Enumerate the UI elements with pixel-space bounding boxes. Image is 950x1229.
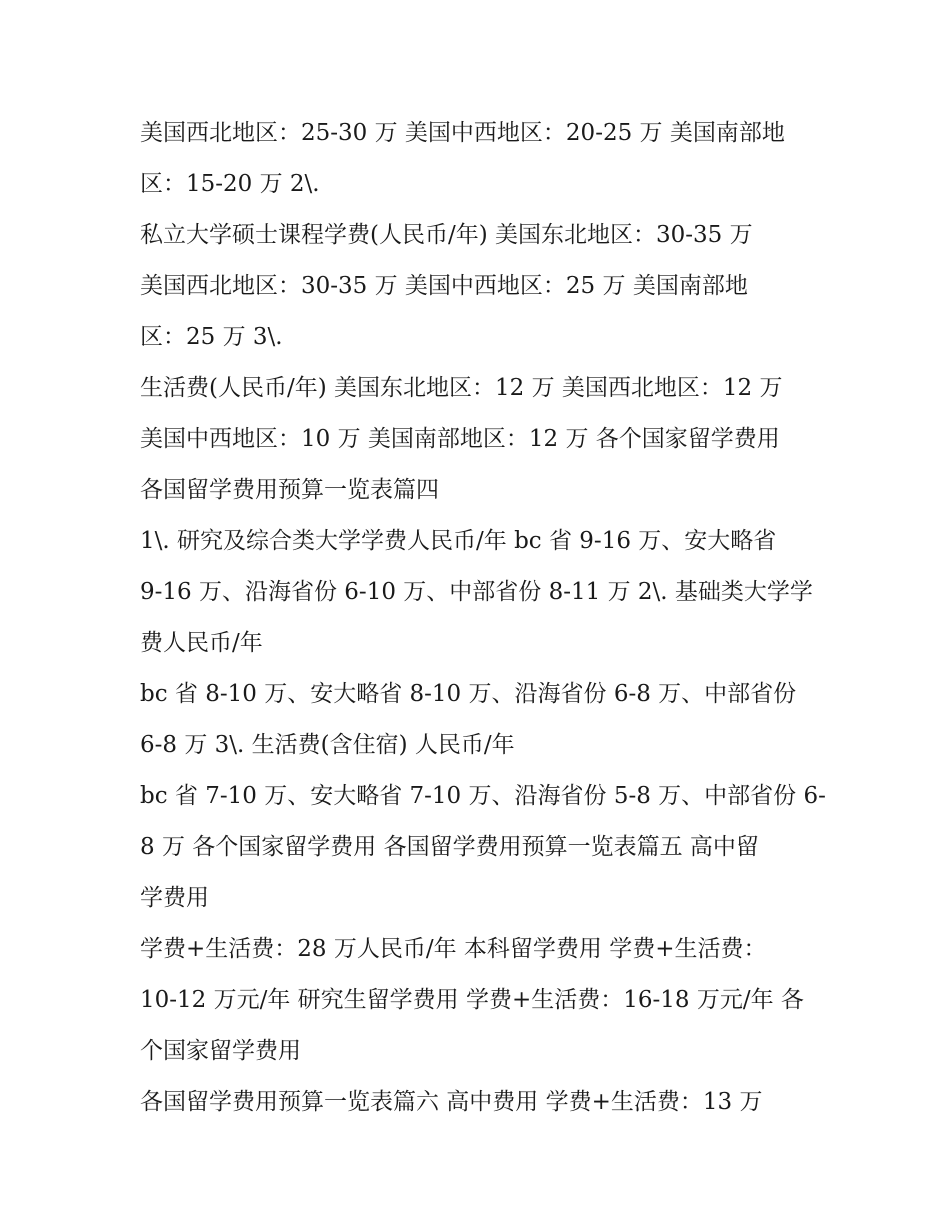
document-body	[140, 108, 826, 1128]
text-line: 6-8 万 3\. 生活费(含住宿) 人民币/年	[140, 732, 515, 758]
text-line: 9-16 万、沿海省份 6-10 万、中部省份 8-11 万 2\. 基础类大学学	[140, 579, 813, 605]
text-line: 美国西北地区：30-35 万 美国中西地区：25 万 美国南部地	[140, 273, 748, 299]
text-line: 各国留学费用预算一览表篇六 高中费用 学费+生活费：13 万	[140, 1089, 763, 1115]
text-line: 区：15-20 万 2\.	[140, 171, 320, 197]
text-line: 美国中西地区：10 万 美国南部地区：12 万 各个国家留学费用	[140, 426, 780, 452]
text-line: bc 省 7-10 万、安大略省 7-10 万、沿海省份 5-8 万、中部省份 6-	[140, 783, 826, 809]
text-line: 8 万 各个国家留学费用 各国留学费用预算一览表篇五 高中留	[140, 834, 759, 860]
text-line: bc 省 8-10 万、安大略省 8-10 万、沿海省份 6-8 万、中部省份	[140, 681, 797, 707]
text-line: 1\. 研究及综合类大学学费人民币/年 bc 省 9-16 万、安大略省	[140, 528, 777, 554]
text-line: 学费+生活费：28 万人民币/年 本科留学费用 学费+生活费：	[140, 936, 767, 962]
text-line: 生活费(人民币/年) 美国东北地区：12 万 美国西北地区：12 万	[140, 375, 783, 401]
text-line: 区：25 万 3\.	[140, 324, 283, 350]
text-line: 私立大学硕士课程学费(人民币/年) 美国东北地区：30-35 万	[140, 222, 753, 248]
text-line: 个国家留学费用	[140, 1038, 301, 1064]
text-line: 费人民币/年	[140, 630, 263, 656]
section-heading: 各国留学费用预算一览表篇四	[140, 477, 439, 503]
text-line: 10-12 万元/年 研究生留学费用 学费+生活费：16-18 万元/年 各	[140, 987, 804, 1013]
text-line: 学费用	[140, 885, 209, 911]
text-line: 美国西北地区：25-30 万 美国中西地区：20-25 万 美国南部地	[140, 120, 785, 146]
